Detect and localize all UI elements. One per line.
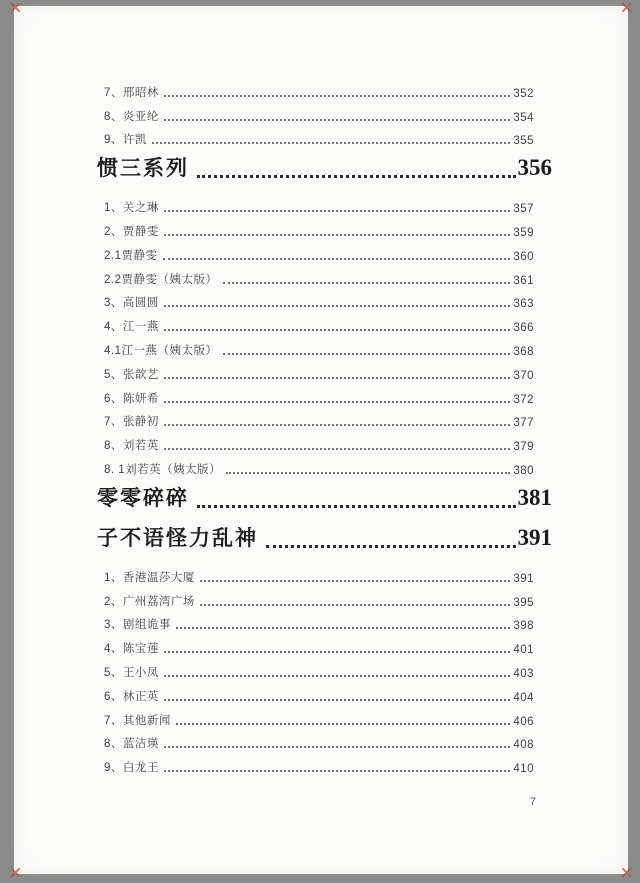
- toc-entry: [97, 239, 552, 263]
- entry-label: 3、剧组诡事: [104, 619, 171, 632]
- entry-page-number: 363: [513, 298, 534, 311]
- toc-entry: [97, 76, 552, 100]
- toc-entry: [97, 429, 552, 453]
- document-page: [14, 6, 628, 874]
- entry-page-number: 391: [513, 572, 534, 585]
- toc-entry: [97, 287, 552, 311]
- toc-entry: [97, 100, 552, 124]
- entry-page-number: 380: [513, 464, 534, 477]
- entry-page-number: 354: [513, 111, 534, 124]
- section-page-number: 391: [517, 524, 552, 550]
- entry-page-number: 395: [513, 596, 534, 609]
- entry-page-number: 352: [513, 87, 534, 100]
- toc-entry: [97, 728, 552, 752]
- entry-page-number: 377: [513, 417, 534, 430]
- dot-leader: [164, 305, 510, 307]
- entry-label: 9、许凯: [104, 134, 147, 147]
- entry-label: 5、张歆艺: [104, 368, 159, 381]
- dot-leader: [176, 627, 510, 629]
- section-page-number: 381: [517, 484, 552, 510]
- toc-entry: [97, 215, 552, 239]
- entry-page-number: 366: [513, 322, 534, 335]
- dot-leader: [164, 770, 510, 772]
- corner-mark-icon: [622, 3, 631, 12]
- dot-leader: [164, 699, 510, 701]
- dot-leader: [200, 580, 510, 582]
- toc-entry: [97, 632, 552, 656]
- dot-leader: [164, 377, 510, 379]
- toc-entry: [97, 704, 552, 728]
- entry-page-number: 359: [513, 226, 534, 239]
- dot-leader: [163, 258, 511, 260]
- entry-label: 2、贾静雯: [104, 225, 159, 238]
- entry-label: 2.1贾静雯: [104, 249, 158, 262]
- entry-label: 7、其他新闻: [104, 714, 171, 727]
- entry-page-number: 403: [513, 667, 534, 680]
- dot-leader: [226, 472, 510, 474]
- entry-label: 3、高圆圆: [104, 297, 159, 310]
- entry-label: 8. 1刘若英（姨太版）: [104, 463, 222, 476]
- entry-label: 4.1江一燕（姨太版）: [104, 344, 218, 357]
- dot-leader: [176, 723, 510, 725]
- entry-label: 8、炎亚纶: [104, 110, 159, 123]
- entry-page-number: 404: [513, 691, 534, 704]
- entry-label: 5、王小凤: [104, 666, 159, 679]
- entry-label: 9、白龙王: [104, 762, 159, 775]
- toc-entry: [97, 263, 552, 287]
- entry-page-number: 361: [513, 274, 534, 287]
- table-of-contents: [14, 6, 628, 775]
- entry-label: 1、关之琳: [104, 202, 159, 215]
- entry-label: 8、刘若英: [104, 440, 159, 453]
- toc-entry: [97, 561, 552, 585]
- entry-label: 8、蓝洁瑛: [104, 738, 159, 751]
- dot-leader: [197, 175, 516, 178]
- corner-mark-icon: [11, 868, 20, 877]
- toc-entry: [97, 191, 552, 215]
- entry-label: 2.2贾静雯（姨太版）: [104, 273, 218, 286]
- toc-entry: [97, 310, 552, 334]
- entry-label: 6、林正英: [104, 690, 159, 703]
- entry-page-number: 357: [513, 203, 534, 216]
- toc-entry: [97, 334, 552, 358]
- entry-page-number: 398: [513, 620, 534, 633]
- corner-mark-icon: [622, 868, 631, 877]
- dot-leader: [164, 424, 510, 426]
- toc-section-header: [97, 521, 552, 555]
- dot-leader: [164, 95, 510, 97]
- section-title: 零零碎碎: [97, 485, 189, 510]
- toc-entry: [97, 453, 552, 477]
- entry-page-number: 360: [513, 250, 534, 263]
- dot-leader: [164, 401, 510, 403]
- dot-leader: [223, 353, 511, 355]
- dot-leader: [164, 651, 510, 653]
- dot-leader: [266, 545, 516, 548]
- dot-leader: [223, 282, 511, 284]
- toc-entry: [97, 358, 552, 382]
- toc-entry: [97, 406, 552, 430]
- toc-entry: [97, 124, 552, 148]
- entry-label: 6、陈妍希: [104, 392, 159, 405]
- entry-page-number: 401: [513, 644, 534, 657]
- entry-page-number: 406: [513, 715, 534, 728]
- toc-entry: [97, 585, 552, 609]
- dot-leader: [197, 505, 516, 508]
- dot-leader: [164, 746, 510, 748]
- entry-label: 7、张静初: [104, 416, 159, 429]
- entry-label: 4、陈宝莲: [104, 643, 159, 656]
- entry-page-number: 410: [513, 763, 534, 776]
- section-page-number: 356: [517, 155, 552, 181]
- dot-leader: [152, 142, 510, 144]
- entry-label: 4、江一燕: [104, 321, 159, 334]
- dot-leader: [164, 210, 510, 212]
- dot-leader: [164, 119, 510, 121]
- entry-page-number: 379: [513, 441, 534, 454]
- toc-entry: [97, 382, 552, 406]
- entry-label: 2、广州荔湾广场: [104, 595, 195, 608]
- toc-entry: [97, 680, 552, 704]
- toc-entry: [97, 609, 552, 633]
- dot-leader: [164, 675, 510, 677]
- toc-section-header: [97, 151, 552, 185]
- toc-entry: [97, 656, 552, 680]
- entry-page-number: 408: [513, 739, 534, 752]
- page-number: 7: [529, 796, 536, 809]
- section-title: 子不语怪力乱神: [97, 525, 258, 550]
- entry-label: 1、香港温莎大厦: [104, 571, 195, 584]
- entry-page-number: 372: [513, 393, 534, 406]
- dot-leader: [164, 234, 510, 236]
- entry-page-number: 370: [513, 369, 534, 382]
- toc-entry: [97, 751, 552, 775]
- dot-leader: [200, 604, 510, 606]
- dot-leader: [164, 448, 510, 450]
- dot-leader: [164, 329, 510, 331]
- corner-mark-icon: [11, 3, 20, 12]
- toc-section-header: [97, 481, 552, 515]
- entry-page-number: 355: [513, 135, 534, 148]
- entry-page-number: 368: [513, 345, 534, 358]
- section-title: 惯三系列: [97, 156, 189, 181]
- entry-label: 7、邢昭林: [104, 86, 159, 99]
